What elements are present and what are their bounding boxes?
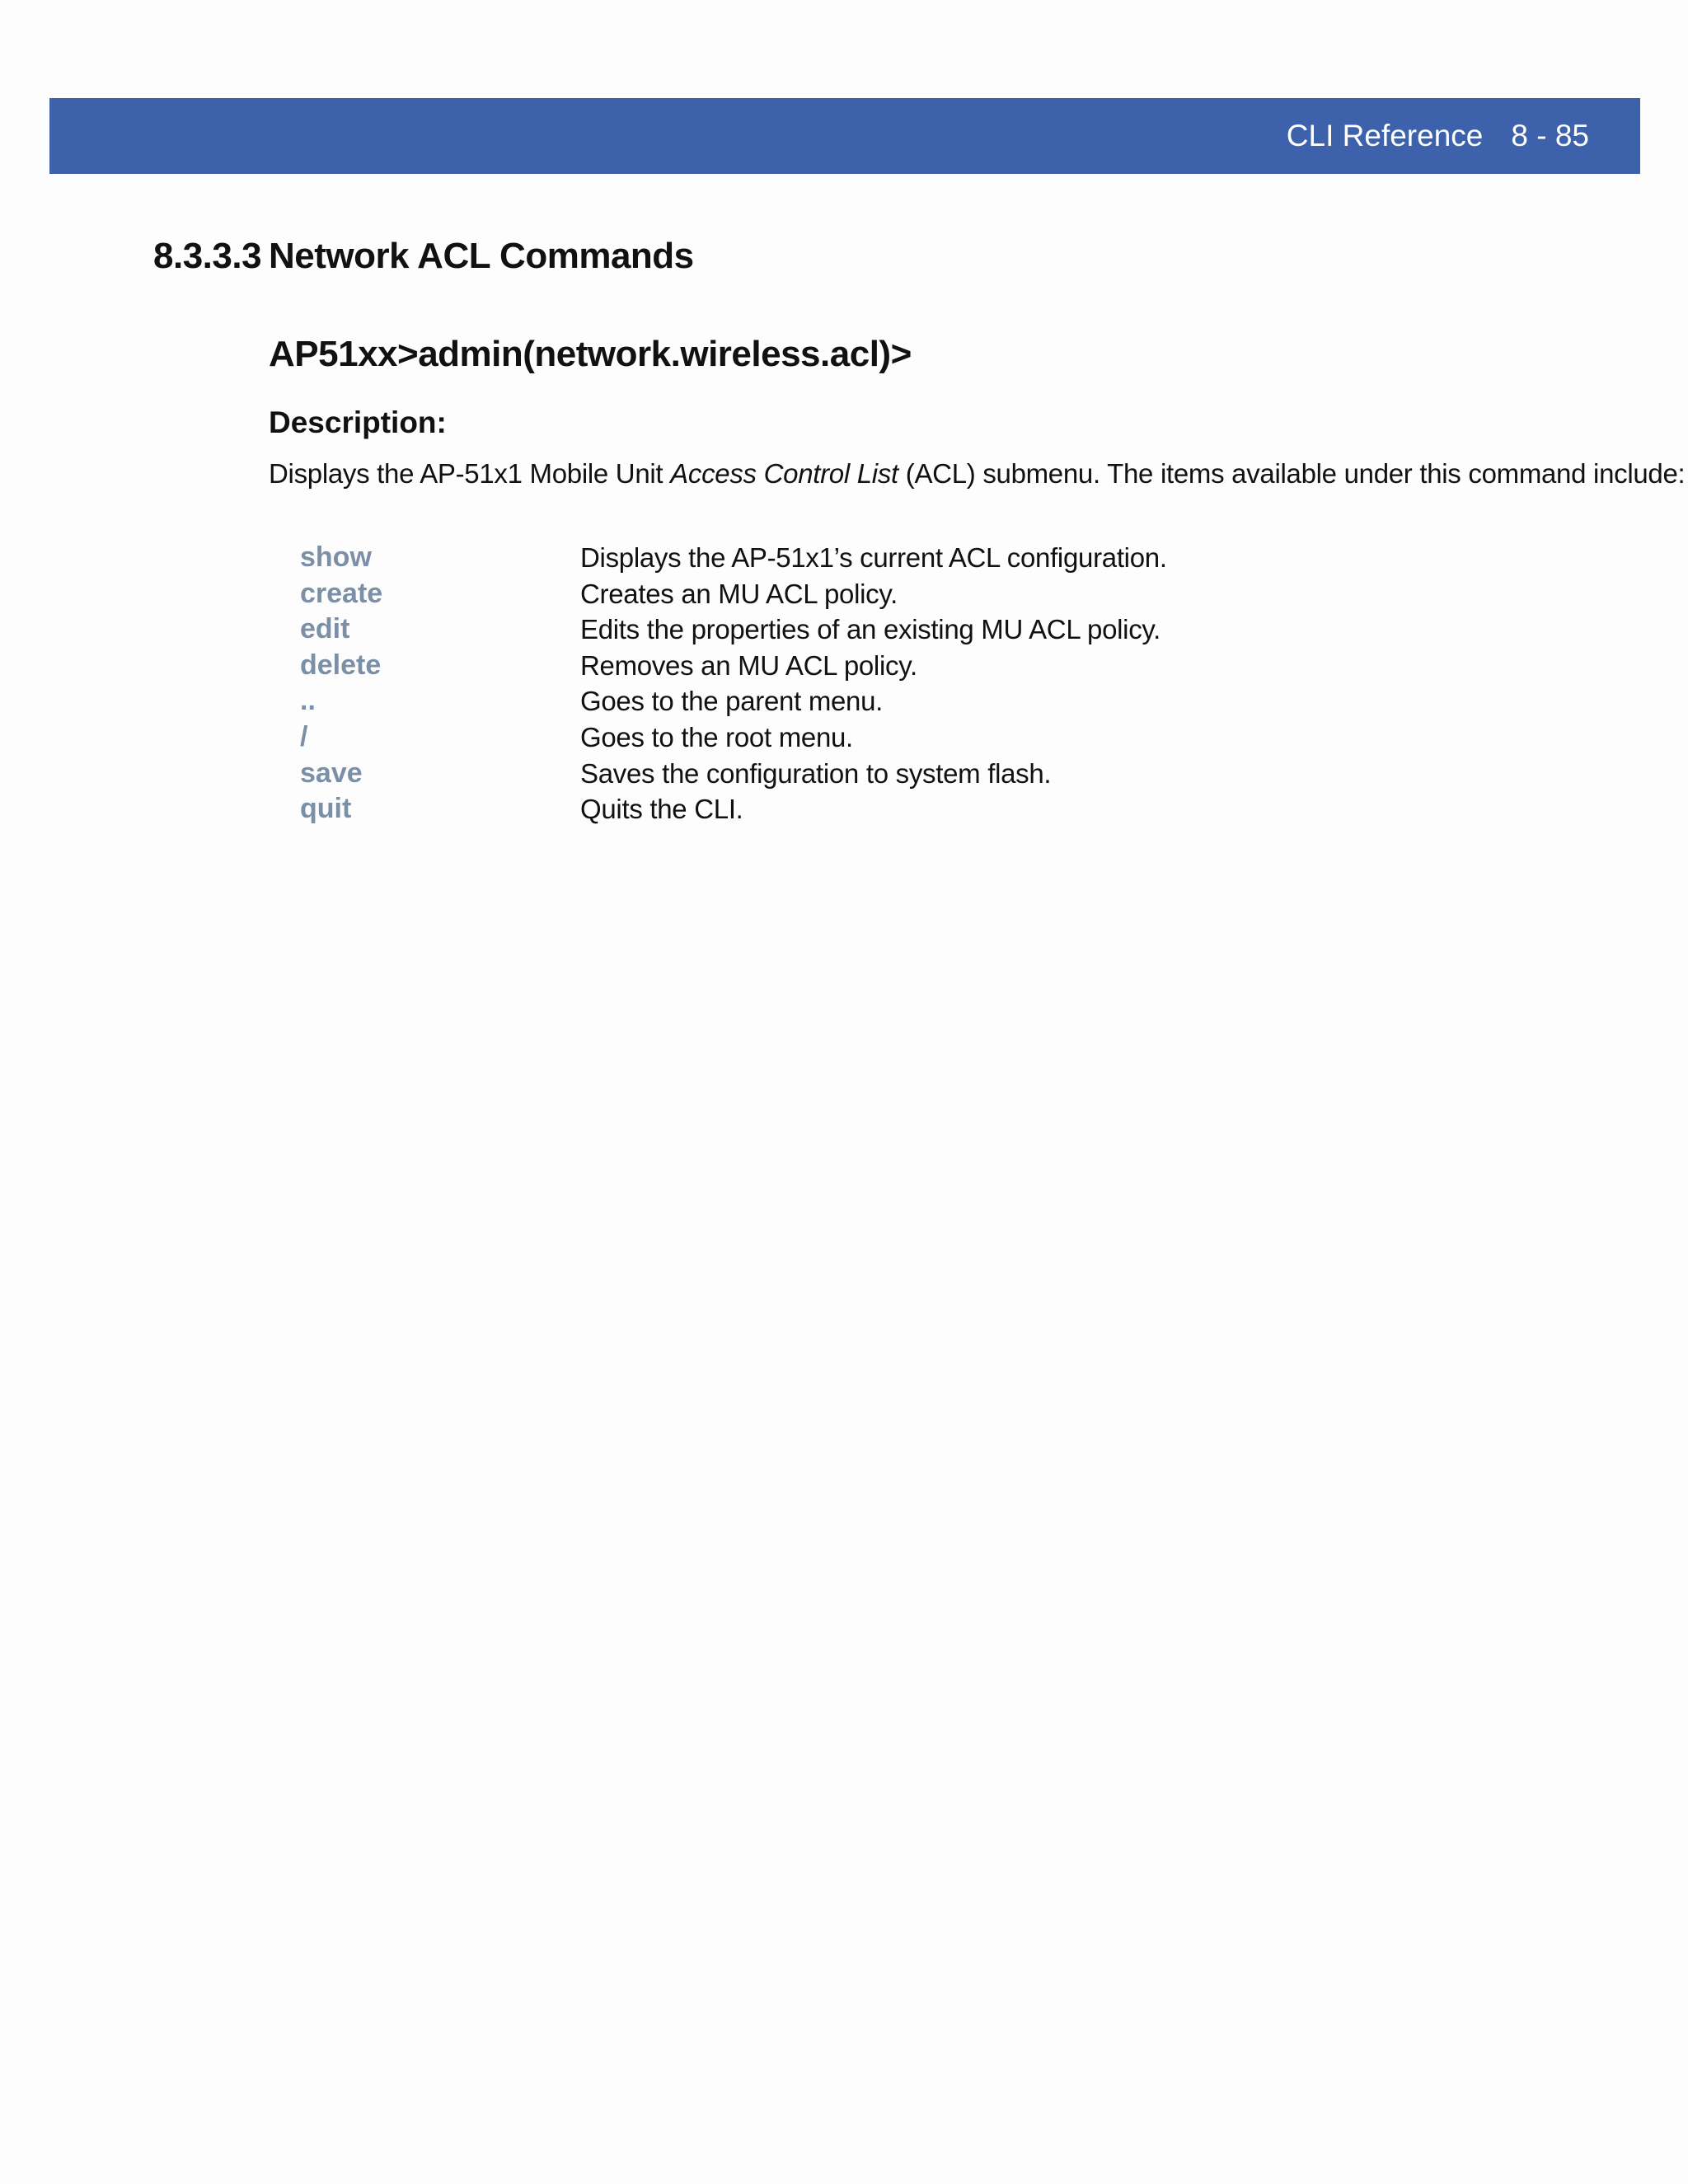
section-number: 8.3.3.3	[153, 236, 262, 276]
command-table	[300, 540, 1207, 827]
command-row-parent	[300, 683, 1207, 719]
description-text	[269, 458, 1685, 490]
command-description: Displays the AP-51x1’s current ACL configuration.	[580, 542, 1167, 573]
running-header	[1287, 98, 1589, 174]
command-name: quit	[300, 793, 352, 825]
command-row-delete	[300, 648, 1207, 684]
command-row-quit	[300, 791, 1207, 827]
description-label: Description:	[269, 405, 447, 439]
command-name: /	[300, 720, 308, 752]
page-header-bar	[49, 98, 1640, 174]
command-row-create	[300, 576, 1207, 612]
command-name: ..	[300, 685, 316, 717]
command-description: Goes to the root menu.	[580, 721, 853, 752]
command-description: Quits the CLI.	[580, 794, 743, 825]
command-name: delete	[300, 649, 382, 681]
description-text-start: Displays the AP-51x1 Mobile Unit	[269, 458, 671, 489]
command-description: Creates an MU ACL policy.	[580, 578, 898, 609]
section-title: Network ACL Commands	[269, 236, 694, 276]
description-text-end: (ACL) submenu. The items available under this command include:	[898, 458, 1686, 489]
header-title: CLI Reference	[1286, 119, 1484, 152]
command-description: Saves the configuration to system flash.	[580, 757, 1052, 789]
command-description: Goes to the parent menu.	[580, 686, 884, 717]
command-name: create	[300, 577, 383, 609]
description-text-italic: Access Control List	[670, 458, 898, 489]
command-row-root	[300, 719, 1207, 756]
command-name: show	[300, 541, 372, 573]
page-number: 8 - 85	[1511, 119, 1589, 152]
command-name: edit	[300, 613, 350, 645]
command-title: AP51xx>admin(network.wireless.acl)>	[269, 334, 912, 374]
command-description: Edits the properties of an existing MU ACL policy.	[580, 614, 1161, 645]
command-row-save	[300, 756, 1207, 792]
command-row-show	[300, 540, 1207, 576]
command-name: save	[300, 757, 363, 789]
section-heading	[153, 236, 694, 277]
command-description: Removes an MU ACL policy.	[580, 649, 917, 681]
command-row-edit	[300, 612, 1207, 648]
